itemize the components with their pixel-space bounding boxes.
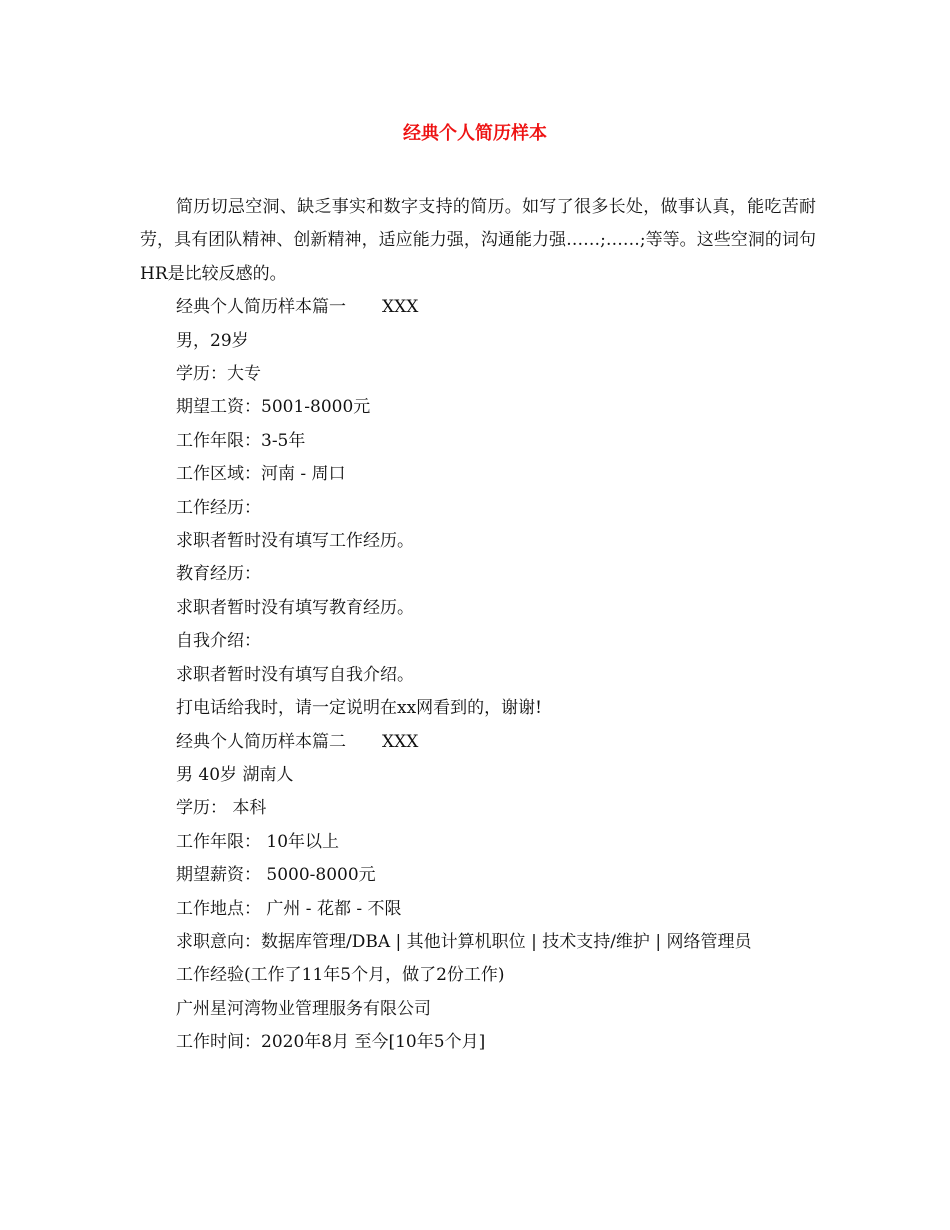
resume2-expected-salary: 期望薪资： 5000-8000元 [176,865,376,886]
resume1-gender-age: 男，29岁 [176,330,249,351]
resume2-work-period: 工作时间：2020年8月 至今[10年5个月] [176,1032,486,1053]
resume1-self-intro-label: 自我介绍： [176,631,261,652]
resume1-work-years: 工作年限：3-5年 [176,430,306,451]
resume1-work-history: 求职者暂时没有填写工作经历。 [176,531,414,552]
resume1-name: XXX [382,297,419,318]
resume1-heading-line [140,291,816,324]
resume1-education: 学历：大专 [176,364,261,385]
resume2-company: 广州星河湾物业管理服务有限公司 [176,998,431,1019]
document-title: 经典个人简历样本 [403,123,547,144]
resume1-heading: 经典个人简历样本篇一 [176,297,346,318]
resume2-work-experience: 工作经验(工作了11年5个月，做了2份工作) [176,965,505,986]
resume1-work-history-label: 工作经历： [176,497,261,518]
resume1-education-history-label: 教育经历： [176,564,261,585]
resume2-education: 学历： 本科 [176,798,267,819]
resume2-work-location: 工作地点： 广州 - 花都 - 不限 [176,898,402,919]
resume2-work-years: 工作年限： 10年以上 [176,831,340,852]
resume2-heading: 经典个人简历样本篇二 [176,731,346,752]
resume2-heading-line [140,726,816,759]
document-body [140,191,816,1060]
resume2-gender-age-origin: 男 40岁 湖南人 [176,764,294,785]
resume2-job-intent: 求职意向：数据库管理/DBA | 其他计算机职位 | 技术支持/维护 | 网络管理员 [176,931,752,952]
resume2-name: XXX [382,731,419,752]
intro-paragraph: 简历切忌空洞、缺乏事实和数字支持的简历。如写了很多长处，做事认真，能吃苦耐劳，具有团队精神、创新精神，适应能力强，沟通能力强……;……;等等。这些空洞的词句HR是比较反感的。 [140,197,816,284]
resume1-self-intro: 求职者暂时没有填写自我介绍。 [176,664,414,685]
resume1-contact-note: 打电话给我时，请一定说明在xx网看到的，谢谢! [176,698,543,719]
resume1-education-history: 求职者暂时没有填写教育经历。 [176,597,414,618]
resume1-work-area: 工作区域：河南 - 周口 [176,464,346,485]
resume1-expected-salary: 期望工资：5001-8000元 [176,397,371,418]
